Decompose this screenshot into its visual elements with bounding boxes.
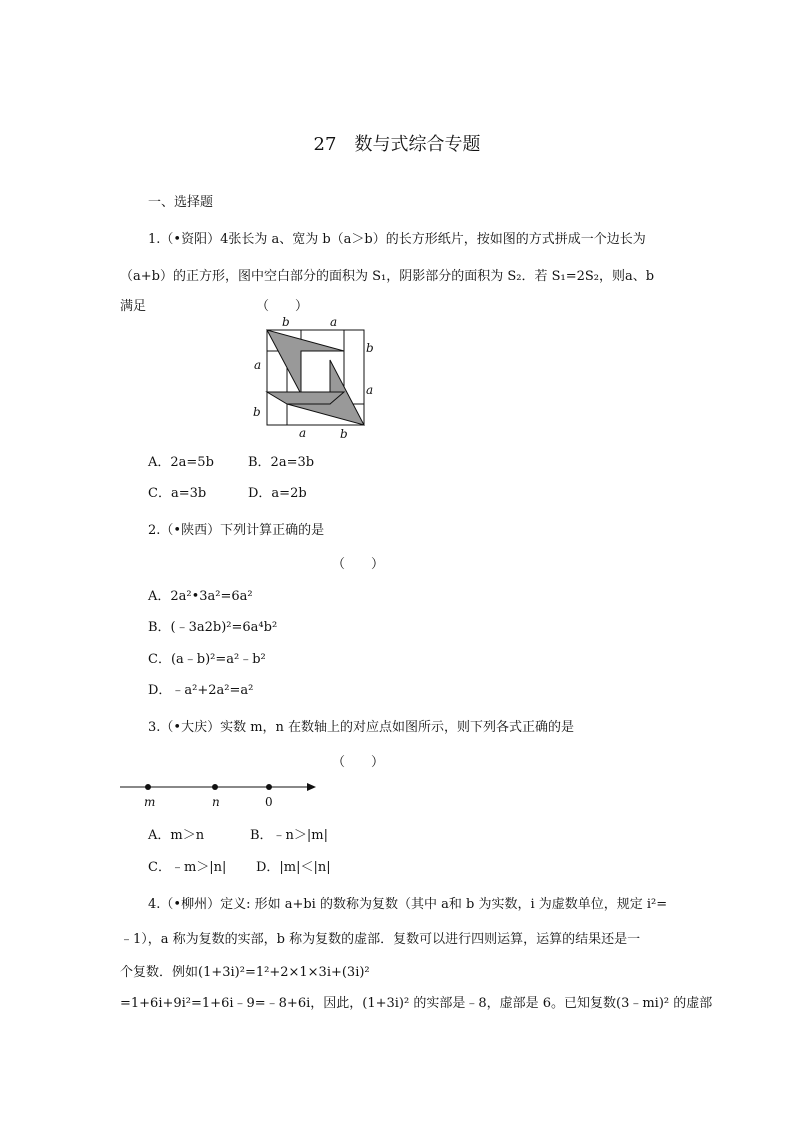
q1-line1: 1.（•资阳）4张长为 a、宽为 b（a＞b）的长方形纸片，按如图的方式拼成一个边长为 xyxy=(148,232,646,247)
q1-line2: （a+b）的正方形，图中空白部分的面积为 S₁，阴影部分的面积为 S₂．若 S₁=2S₂，则a、b xyxy=(120,269,655,284)
label-right-b: b xyxy=(366,341,374,355)
point-m xyxy=(145,784,151,790)
label-bottom-b: b xyxy=(340,427,348,441)
q2-option-a: A．2a²•3a²=6a² xyxy=(148,589,253,604)
label-left-a: a xyxy=(254,358,262,372)
q1-answer-paren: （ ） xyxy=(256,299,309,314)
q2-answer-paren: （ ） xyxy=(332,557,385,572)
q2-line1: 2.（•陕西）下列计算正确的是 xyxy=(148,523,325,538)
q1-option-a: A．2a=5b xyxy=(148,455,214,470)
axis-label-n: n xyxy=(212,795,220,809)
q3-number-line xyxy=(118,776,323,812)
section-heading: 一、选择题 xyxy=(148,195,214,210)
q4-line4: =1+6i+9i²=1+6i﹣9=﹣8+6i，因此，(1+3i)² 的实部是﹣8，虚部是 6。已知复数(3﹣mi)² 的虚部 xyxy=(120,996,713,1011)
point-n xyxy=(212,784,218,790)
q3-option-c: C．﹣m＞|n| xyxy=(148,860,227,875)
q4-line3: 个复数．例如(1+3i)²=1²+2×1×3i+(3i)² xyxy=(120,965,370,980)
axis-label-zero: 0 xyxy=(265,795,273,809)
q1-option-b: B．2a=3b xyxy=(248,455,315,470)
q4-line1: 4.（•柳州）定义: 形如 a+bi 的数称为复数（其中 a和 b 为实数，i 为虚数单位，规定 i²= xyxy=(148,897,668,912)
label-top-a: a xyxy=(330,315,338,329)
shaded-band xyxy=(267,392,344,404)
q3-option-d: D．|m|＜|n| xyxy=(256,860,331,875)
q3-answer-paren: （ ） xyxy=(332,755,385,770)
q2-option-c: C．(a﹣b)²=a²﹣b² xyxy=(148,652,266,667)
q2-option-b: B．(﹣3a2b)²=6a⁴b² xyxy=(148,620,278,635)
q1-figure xyxy=(245,312,380,442)
label-top-b: b xyxy=(282,315,290,329)
axis-arrow-icon xyxy=(307,783,316,791)
q1-option-d: D．a=2b xyxy=(248,486,307,501)
q3-option-b: B．﹣n＞|m| xyxy=(250,828,329,843)
point-zero xyxy=(266,784,272,790)
title-number: 27 xyxy=(313,134,337,155)
q4-line2: ﹣1），a 称为复数的实部，b 称为复数的虚部．复数可以进行四则运算，运算的结果还是一 xyxy=(120,932,641,947)
axis-label-m: m xyxy=(144,795,156,809)
q3-option-a: A．m＞n xyxy=(148,828,205,843)
label-right-a: a xyxy=(366,383,374,397)
title-text: 数与式综合专题 xyxy=(354,134,481,155)
q2-option-d: D．﹣a²+2a²=a² xyxy=(148,683,254,698)
label-left-b: b xyxy=(253,405,261,419)
label-bottom-a: a xyxy=(299,426,307,440)
page-title xyxy=(0,130,794,156)
q1-line3: 满足 xyxy=(120,299,147,314)
q3-line1: 3.（•大庆）实数 m，n 在数轴上的对应点如图所示，则下列各式正确的是 xyxy=(148,720,575,735)
q1-option-c: C．a=3b xyxy=(148,486,207,501)
